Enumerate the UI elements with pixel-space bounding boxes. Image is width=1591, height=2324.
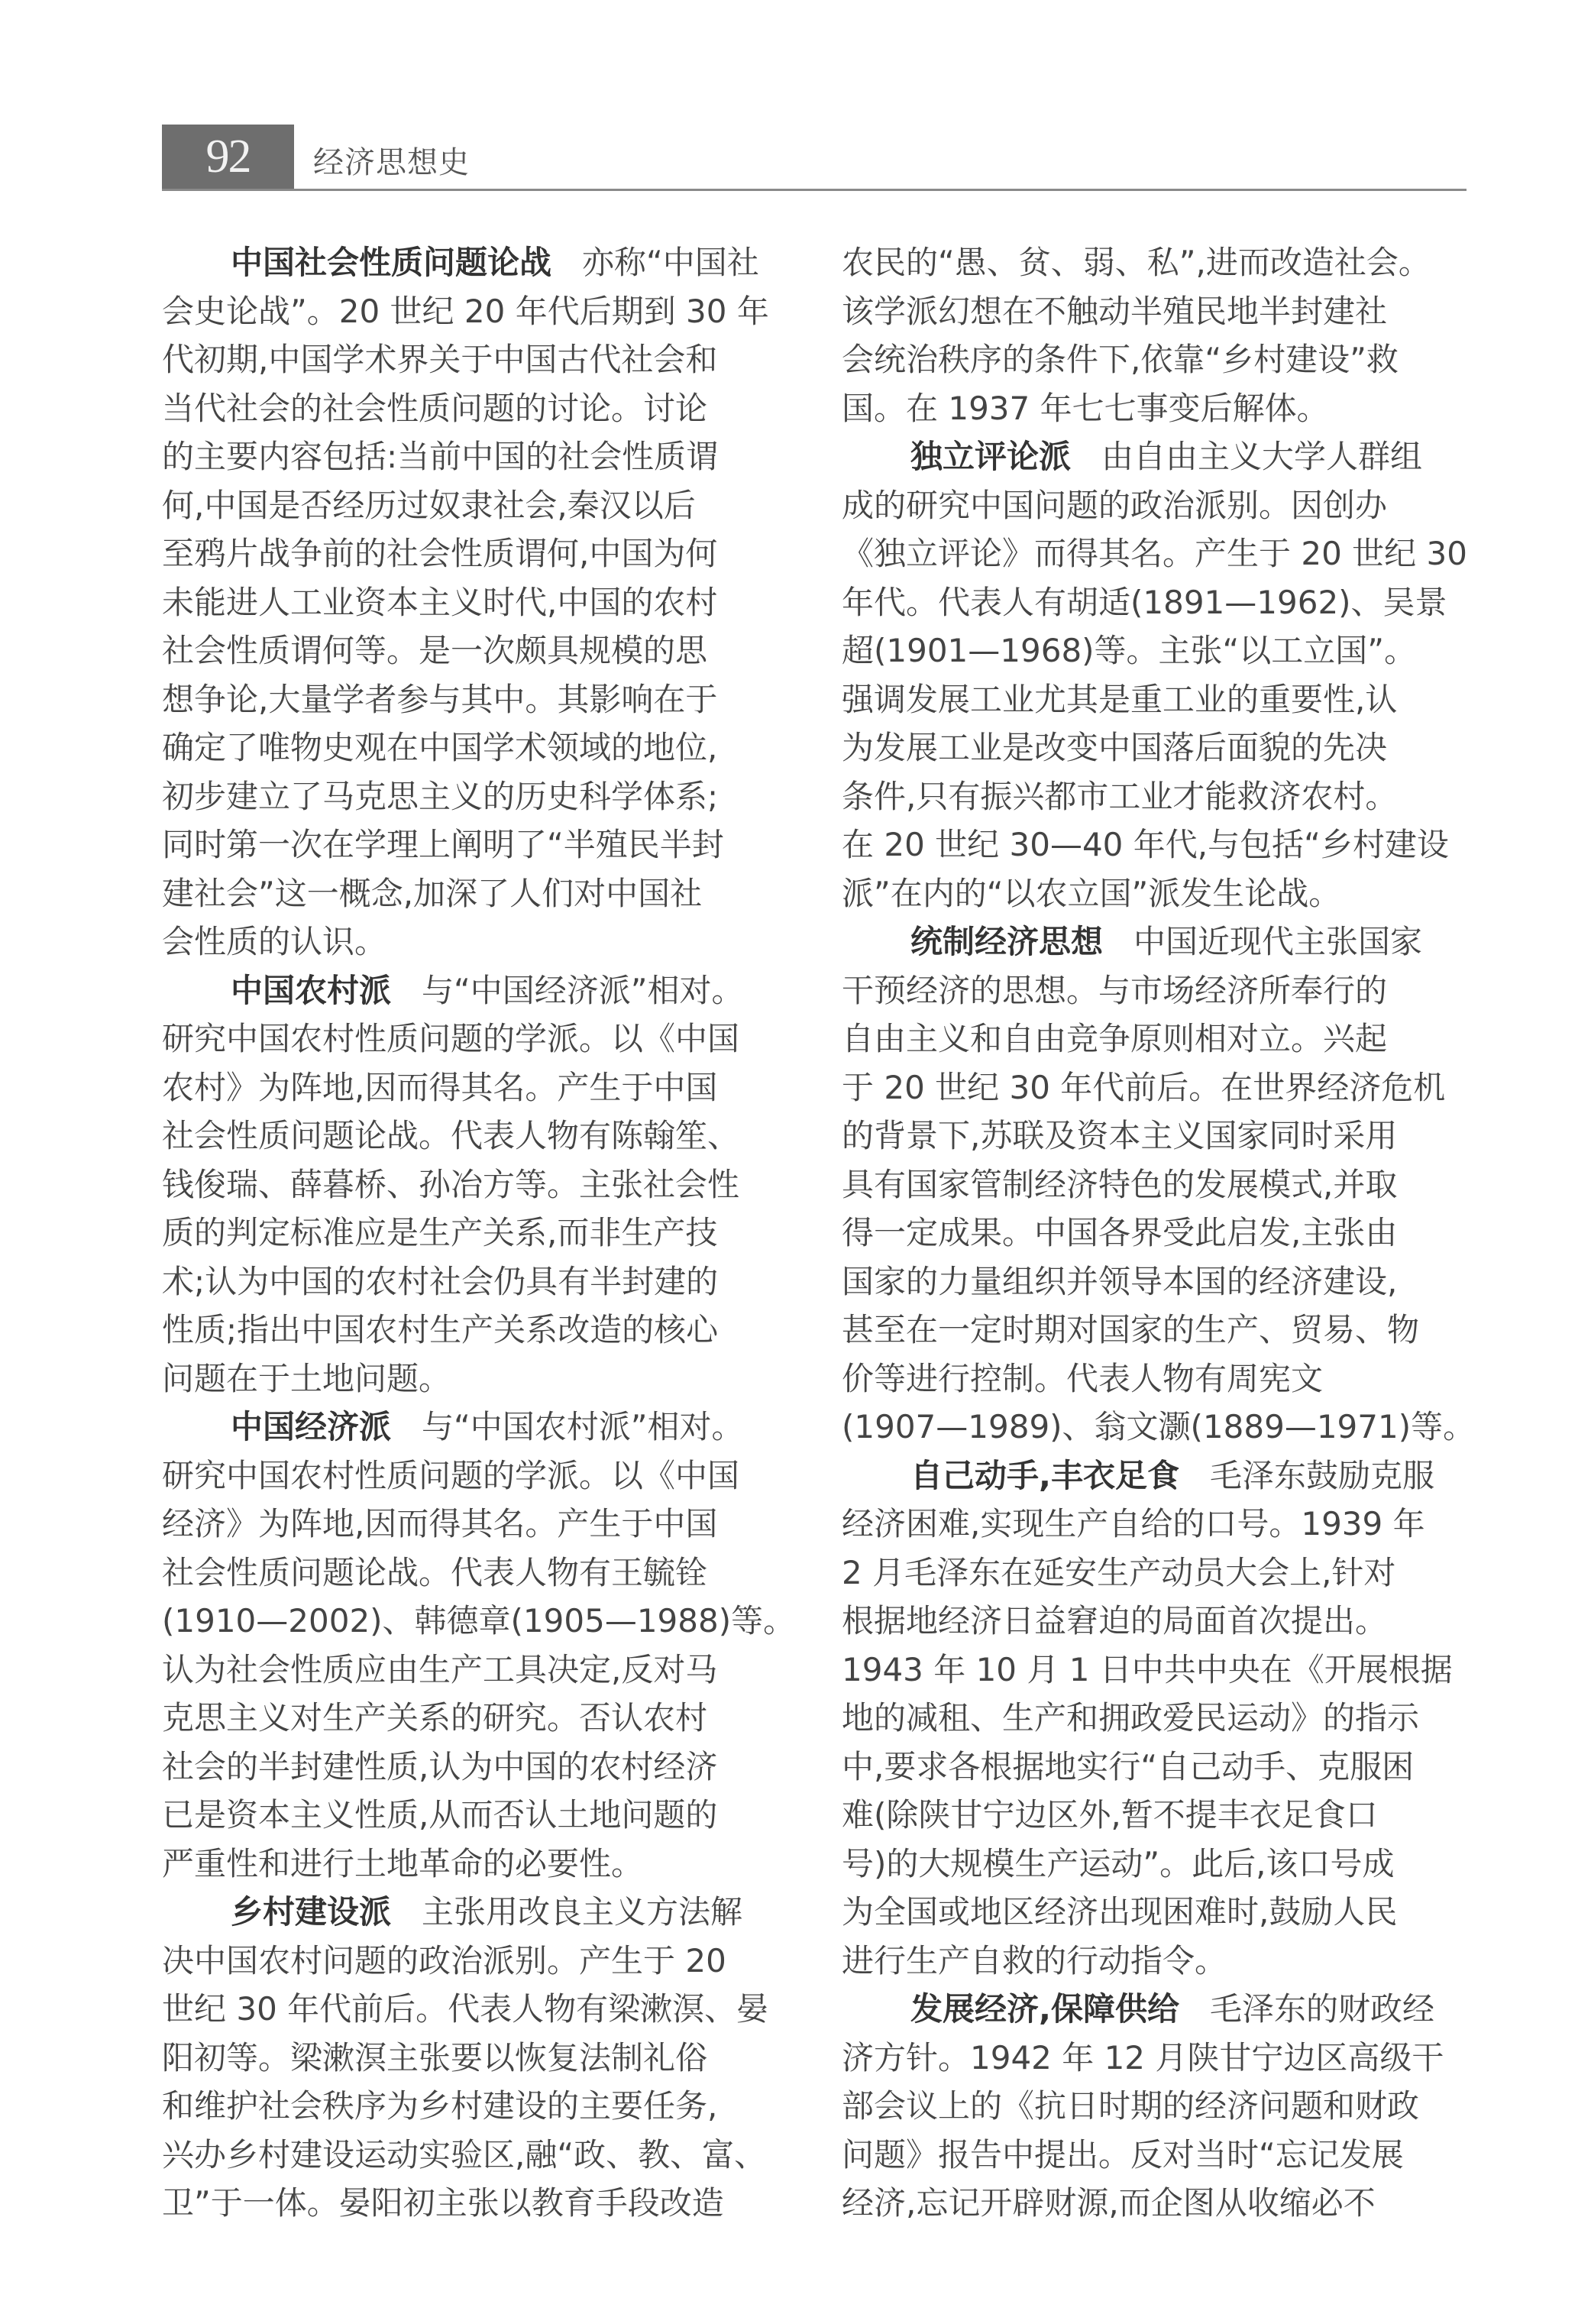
line-text: 为全国或地区经济出现困难时,鼓励人民 (842, 1893, 1398, 1931)
line-text: 派”在内的“以农立国”派发生论战。 (842, 874, 1341, 912)
line-text: 问题》报告中提出。反对当时“忘记发展 (842, 2135, 1404, 2173)
line-text: 进行生产自救的行动指令。 (842, 1941, 1227, 1979)
text-line (162, 1694, 787, 1743)
text-line (842, 1257, 1467, 1306)
line-text: 同时第一次在学理上阐明了“半殖民半封 (162, 826, 724, 863)
text-line (842, 966, 1467, 1015)
text-line (162, 675, 787, 724)
text-line (842, 1112, 1467, 1160)
line-text: 问题在于土地问题。 (162, 1359, 451, 1397)
text-line (842, 481, 1467, 530)
line-text: 《独立评论》而得其名。产生于 20 世纪 30 (842, 535, 1467, 572)
line-text: 社会性质问题论战。代表人物有陈翰笙、 (162, 1117, 740, 1154)
line-text: 号)的大规模生产运动”。此后,该口号成 (842, 1844, 1395, 1882)
line-text: 质的判定标准应是生产关系,而非生产技 (162, 1214, 718, 1251)
entry-heading-line (162, 1403, 787, 1452)
line-text: 社会的半封建性质,认为中国的农村经济 (162, 1747, 718, 1785)
text-line (842, 2131, 1467, 2180)
line-text: 兴办乡村建设运动实验区,融“政、教、富、 (162, 2135, 767, 2173)
text-line (842, 1840, 1467, 1889)
line-text: 毛泽东鼓励克服 (1209, 1456, 1434, 1494)
text-line (842, 529, 1467, 578)
line-text: 何,中国是否经历过奴隶社会,秦汉以后 (162, 486, 696, 524)
line-text: 至鸦片战争前的社会性质谓何,中国为何 (162, 535, 718, 572)
text-line (162, 1015, 787, 1063)
line-text: 干预经济的思想。与市场经济所奉行的 (842, 971, 1388, 1009)
text-line (162, 578, 787, 627)
text-line (162, 1063, 787, 1112)
text-line (162, 869, 787, 918)
text-line (842, 2179, 1467, 2228)
text-line (842, 1306, 1467, 1355)
line-text: 经济》为阵地,因而得其名。产生于中国 (162, 1505, 718, 1542)
text-line (842, 723, 1467, 772)
line-text: 具有国家管制经济特色的发展模式,并取 (842, 1165, 1398, 1203)
text-line (842, 2034, 1467, 2083)
entry-term: 发展经济,保障供给 (910, 1990, 1179, 2028)
line-text: 部会议上的《抗日时期的经济问题和财政 (842, 2087, 1420, 2125)
entry-term: 中国社会性质问题论战 (231, 244, 552, 281)
text-line (842, 1743, 1467, 1792)
line-text: 与“中国农村派”相对。 (422, 1408, 744, 1445)
book-title: 经济思想史 (313, 145, 470, 180)
line-text: 世纪 30 年代前后。代表人物有梁漱溟、晏 (162, 1990, 769, 2028)
text-line (842, 1500, 1467, 1549)
line-text: 已是资本主义性质,从而否认土地问题的 (162, 1796, 718, 1834)
entry-heading-line (162, 1888, 787, 1937)
text-line (162, 432, 787, 481)
line-text: 毛泽东的财政经 (1209, 1990, 1434, 2028)
line-text: 甚至在一定时期对国家的生产、贸易、物 (842, 1311, 1420, 1348)
text-line (162, 1355, 787, 1403)
line-text: 济方针。1942 年 12 月陕甘宁边区高级干 (842, 2038, 1444, 2076)
line-text: 年代。代表人有胡适(1891—1962)、吴景 (842, 583, 1447, 621)
line-text: 价等进行控制。代表人物有周宪文 (842, 1359, 1324, 1397)
text-line (842, 772, 1467, 821)
text-line (842, 1888, 1467, 1937)
line-text: 强调发展工业尤其是重工业的重要性,认 (842, 680, 1398, 718)
text-line (162, 1549, 787, 1597)
line-text: 经济,忘记开辟财源,而企图从收缩必不 (842, 2184, 1376, 2222)
line-text: 国。在 1937 年七七事变后解体。 (842, 389, 1329, 427)
text-line (162, 384, 787, 433)
text-line (842, 1160, 1467, 1209)
running-header (162, 125, 1467, 191)
line-text: 于 20 世纪 30 年代前后。在世界经济危机 (842, 1068, 1446, 1106)
line-text: 确定了唯物史观在中国学术领域的地位, (162, 729, 718, 766)
text-line (162, 287, 787, 336)
entry-heading-line (842, 1452, 1467, 1500)
line-text: 社会性质问题论战。代表人物有王毓铨 (162, 1553, 708, 1591)
line-text: 与“中国经济派”相对。 (422, 971, 744, 1009)
text-line (842, 384, 1467, 433)
line-text: 建社会”这一概念,加深了人们对中国社 (162, 874, 703, 912)
line-text: 钱俊瑞、薛暮桥、孙冶方等。主张社会性 (162, 1165, 740, 1203)
text-line (162, 335, 787, 384)
entry-heading-line (162, 238, 787, 287)
line-text: 在 20 世纪 30—40 年代,与包括“乡村建设 (842, 826, 1449, 863)
line-text: 难(除陕甘宁边区外,暂不提丰衣足食口 (842, 1796, 1378, 1834)
text-line (162, 723, 787, 772)
text-line (842, 2082, 1467, 2131)
text-line (842, 238, 1467, 287)
text-line (842, 869, 1467, 918)
line-text: 社会性质谓何等。是一次颇具规模的思 (162, 632, 708, 669)
text-line (842, 1355, 1467, 1403)
line-text: 卫”于一体。晏阳初主张以教育手段改造 (162, 2184, 724, 2222)
line-text: 2 月毛泽东在延安生产动员大会上,针对 (842, 1553, 1396, 1591)
line-text: 国家的力量组织并领导本国的经济建设, (842, 1262, 1398, 1300)
left-column (162, 238, 796, 2228)
text-line (842, 1403, 1476, 1452)
line-text: 认为社会性质应由生产工具决定,反对马 (162, 1650, 718, 1688)
line-text: 成的研究中国问题的政治派别。因创办 (842, 486, 1388, 524)
entry-term: 中国农村派 (231, 971, 392, 1009)
text-line (842, 626, 1467, 675)
text-line (162, 1112, 787, 1160)
text-line (162, 1646, 787, 1694)
entry-term: 统制经济思想 (910, 923, 1104, 960)
line-text: 超(1901—1968)等。主张“以工立国”。 (842, 632, 1417, 669)
text-line (162, 1743, 787, 1792)
line-text: 自由主义和自由竞争原则相对立。兴起 (842, 1020, 1388, 1057)
text-line (162, 1791, 787, 1840)
line-text: 克思主义对生产关系的研究。否认农村 (162, 1699, 708, 1737)
text-line (162, 1985, 787, 2034)
text-line (842, 1015, 1467, 1063)
text-line (162, 1257, 787, 1306)
line-text: 研究中国农村性质问题的学派。以《中国 (162, 1020, 740, 1057)
text-line (842, 1694, 1467, 1743)
text-line (162, 2131, 787, 2180)
text-line (162, 2034, 787, 2083)
line-text: 经济困难,实现生产自给的口号。1939 年 (842, 1505, 1425, 1542)
line-text: 条件,只有振兴都市工业才能救济农村。 (842, 777, 1398, 815)
text-line (162, 626, 787, 675)
line-text: 农民的“愚、贫、弱、私”,进而改造社会。 (842, 244, 1431, 281)
line-text: 根据地经济日益窘迫的局面首次提出。 (842, 1602, 1388, 1639)
entry-heading-line (842, 918, 1467, 966)
line-text: 术;认为中国的农村社会仍具有半封建的 (162, 1262, 719, 1300)
text-line (162, 1209, 787, 1257)
line-text: 严重性和进行土地革命的必要性。 (162, 1844, 644, 1882)
entry-term: 独立评论派 (910, 438, 1072, 475)
line-text: 亦称“中国社 (582, 244, 759, 281)
line-text: 决中国农村问题的政治派别。产生于 20 (162, 1941, 726, 1979)
text-line (842, 1549, 1467, 1597)
entry-heading-line (842, 1985, 1467, 2034)
entry-heading-line (842, 432, 1467, 481)
text-line (162, 1452, 787, 1500)
text-line (162, 918, 787, 966)
text-line (842, 335, 1467, 384)
page-number: 92 (162, 125, 294, 189)
line-text: 当代社会的社会性质问题的讨论。讨论 (162, 389, 708, 427)
text-line (162, 1597, 796, 1646)
line-text: 主张用改良主义方法解 (422, 1893, 743, 1931)
right-column (842, 238, 1476, 2228)
text-line (842, 1209, 1467, 1257)
line-text: 研究中国农村性质问题的学派。以《中国 (162, 1456, 740, 1494)
text-line (162, 1306, 787, 1355)
line-text: 得一定成果。中国各界受此启发,主张由 (842, 1214, 1398, 1251)
text-line (842, 1063, 1467, 1112)
entry-term: 乡村建设派 (231, 1893, 392, 1931)
line-text: 1943 年 10 月 1 日中共中央在《开展根据 (842, 1650, 1453, 1688)
line-text: 农村》为阵地,因而得其名。产生于中国 (162, 1068, 718, 1106)
text-line (842, 1597, 1467, 1646)
text-line (162, 1937, 787, 1986)
line-text: 阳初等。梁漱溟主张要以恢复法制礼俗 (162, 2038, 708, 2076)
text-line (842, 287, 1467, 336)
line-text: 会统治秩序的条件下,依靠“乡村建设”救 (842, 341, 1399, 378)
line-text: 为发展工业是改变中国落后面貌的先决 (842, 729, 1388, 766)
text-line (162, 2082, 787, 2131)
text-line (162, 1500, 787, 1549)
text-line (842, 821, 1467, 869)
text-line (162, 529, 787, 578)
text-line (162, 481, 787, 530)
line-text: 中国近现代主张国家 (1133, 923, 1423, 960)
text-line (842, 578, 1467, 627)
text-line (842, 675, 1467, 724)
line-text: 的背景下,苏联及资本主义国家同时采用 (842, 1117, 1398, 1154)
line-text: 中,要求各根据地实行“自己动手、克服困 (842, 1747, 1415, 1785)
text-line (162, 1840, 787, 1889)
text-line (162, 772, 787, 821)
entry-term: 自己动手,丰衣足食 (910, 1456, 1179, 1494)
line-text: (1907—1989)、翁文灏(1889—1971)等。 (842, 1408, 1476, 1445)
line-text: 会史论战”。20 世纪 20 年代后期到 30 年 (162, 292, 769, 330)
line-text: 地的减租、生产和拥政爱民运动》的指示 (842, 1699, 1420, 1737)
line-text: (1910—2002)、韩德章(1905—1988)等。 (162, 1602, 796, 1639)
text-line (162, 2179, 787, 2228)
line-text: 性质;指出中国农村生产关系改造的核心 (162, 1311, 719, 1348)
line-text: 会性质的认识。 (162, 923, 387, 960)
line-text: 未能进人工业资本主义时代,中国的农村 (162, 583, 718, 621)
line-text: 想争论,大量学者参与其中。其影响在于 (162, 680, 718, 718)
entry-heading-line (162, 966, 787, 1015)
text-line (162, 1160, 787, 1209)
line-text: 的主要内容包括:当前中国的社会性质谓 (162, 438, 719, 475)
entry-term: 中国经济派 (231, 1408, 392, 1445)
text-line (162, 821, 787, 869)
text-line (842, 1937, 1467, 1986)
line-text: 由自由主义大学人群组 (1101, 438, 1423, 475)
text-line (842, 1646, 1467, 1694)
text-line (842, 1791, 1467, 1840)
line-text: 代初期,中国学术界关于中国古代社会和 (162, 341, 718, 378)
line-text: 该学派幻想在不触动半殖民地半封建社 (842, 292, 1388, 330)
line-text: 初步建立了马克思主义的历史科学体系; (162, 777, 719, 815)
header-rule (162, 189, 1467, 191)
line-text: 和维护社会秩序为乡村建设的主要任务, (162, 2087, 718, 2125)
